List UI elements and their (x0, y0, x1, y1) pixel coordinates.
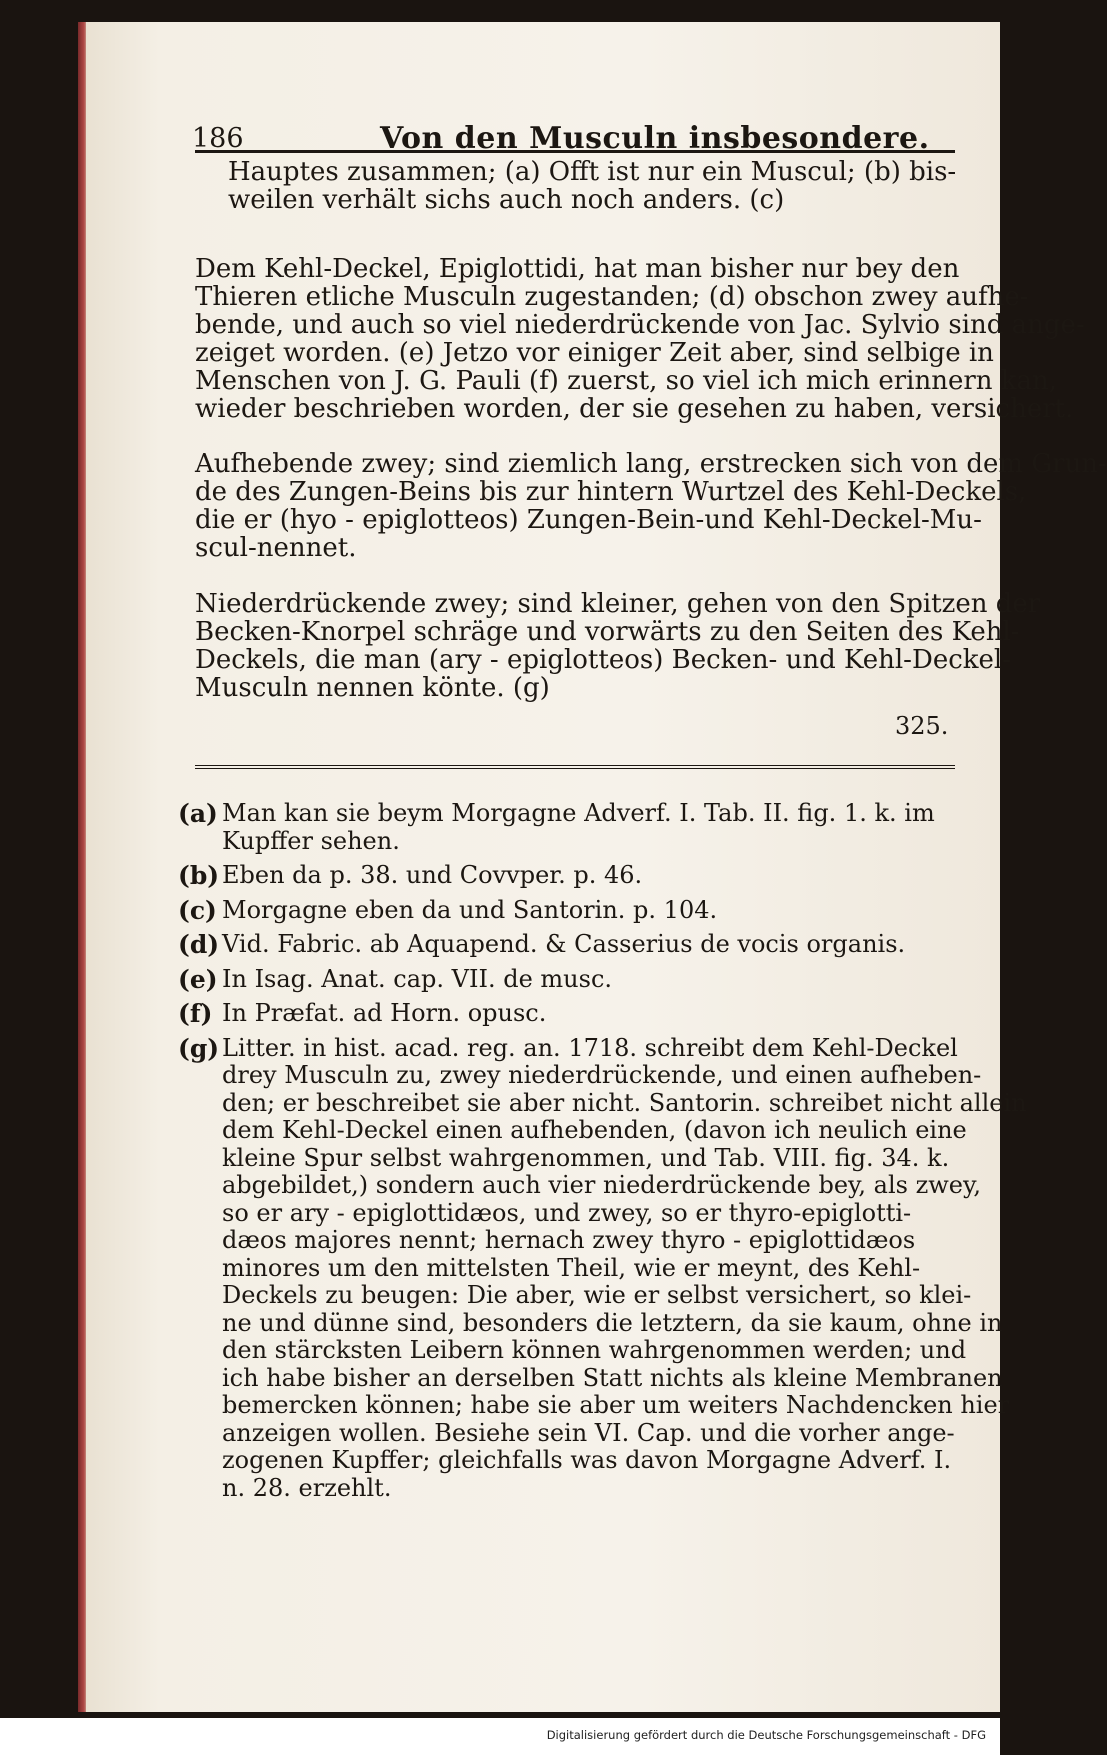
intro-paragraph (195, 158, 955, 214)
footnote (178, 862, 956, 890)
footnote-line: Deckels zu beugen: Die aber, wie er selbst versichert, so klei- (222, 1281, 972, 1309)
text-line: scul-nennet. (195, 533, 357, 563)
text-line: de des Zungen-Beins bis zur hintern Wurtzel des Kehl-Deckels, (195, 477, 1027, 507)
page-header (110, 95, 960, 155)
footnote (178, 1000, 956, 1028)
text-line: die er (hyo - epiglotteos) Zungen-Bein-und Kehl-Deckel-Mu- (195, 505, 982, 535)
footnote-line: so er ary - epiglottidæos, und zwey, so er thyro-epiglotti- (222, 1198, 912, 1227)
footnote-mark: (g) (178, 1033, 220, 1063)
footnote-rule (195, 765, 955, 769)
footnote (178, 1033, 1027, 1503)
footnote-line: In Isag. Anat. cap. VII. de musc. (222, 964, 613, 993)
footer-bar (0, 1718, 1000, 1755)
footnote-line: dæos majores nennt; hernach zwey thyro - epiglottidæos (222, 1226, 916, 1254)
text-line: Becken-Knorpel schräge und vorwärts zu den Seiten des Kehl- (195, 617, 1020, 647)
footnote-mark: (b) (178, 861, 220, 890)
text-line: weilen verhält sichs auch noch anders. (c) (228, 185, 785, 215)
footnote-line: den stärcksten Leibern können wahrgenommen werden; und (222, 1336, 967, 1364)
footnote-line: kleine Spur selbst wahrgenommen, und Tab. VIII. fig. 34. k. (222, 1143, 950, 1172)
footnotes (178, 799, 1027, 1509)
footnote-line: drey Musculn zu, zwey niederdrückende, und einen aufheben- (222, 1061, 982, 1089)
footnote-line: anzeigen wollen. Besiehe sein VI. Cap. und die vorher ange- (222, 1418, 955, 1447)
footnote-line: bemercken können; habe sie aber um weiters Nachdencken hier (222, 1391, 1010, 1419)
running-head: Von den Musculn insbesondere. (380, 121, 930, 156)
text-line: zeiget worden. (e) Jetzo vor einiger Zeit aber, sind selbige in (195, 338, 994, 368)
footnote-line: ne und dünne sind, besonders die letztern, da sie kaum, ohne in (222, 1308, 1003, 1337)
footnote-line: Vid. Fabric. ab Aquapend. & Casserius de vocis organis. (222, 930, 906, 958)
footnote (178, 897, 956, 925)
footnote (178, 966, 956, 994)
footnote-line: den; er beschreibet sie aber nicht. Santorin. schreibet nicht allein (222, 1088, 1027, 1117)
text-line: Hauptes zusammen; (a) Offt ist nur ein Muscul; (b) bis- (228, 157, 957, 187)
main-text (195, 158, 955, 214)
text-line: Niederdrückende zwey; sind kleiner, gehen von den Spitzen der (195, 589, 1041, 619)
footnote-line: Man kan sie beym Morgagne Adverf. I. Tab. II. fig. 1. k. im (222, 799, 935, 827)
footnote-line: ich habe bisher an derselben Statt nichts als kleine Membranen (222, 1363, 1003, 1392)
text-line: wieder beschrieben worden, der sie gesehen zu haben, versichert. (195, 394, 1074, 424)
footnote-line: Eben da p. 38. und Covvper. p. 46. (222, 861, 643, 889)
footnote-line: Kupffer sehen. (222, 826, 400, 855)
footnote-line: abgebildet,) sondern auch vier niederdrückende bey, als zwey, (222, 1171, 981, 1199)
footnote (178, 931, 956, 959)
paragraph-niederdrueckende (195, 589, 1041, 703)
footnote-mark: (a) (178, 799, 218, 828)
footnote-line: n. 28. erzehlt. (222, 1473, 392, 1502)
paragraph-number: 325. (895, 712, 949, 740)
footnote-mark: (d) (178, 930, 220, 959)
footnote-line: Litter. in hist. acad. reg. an. 1718. schreibt dem Kehl-Deckel (222, 1033, 958, 1062)
footnote-line: Morgagne eben da und Santorin. p. 104. (222, 895, 718, 924)
footnote-mark: (e) (178, 964, 218, 994)
paragraph-aufhebende (195, 449, 1107, 563)
text-line: Deckels, die man (ary - epiglotteos) Becken- und Kehl-Deckel- (195, 645, 1012, 675)
footnote-mark: (c) (178, 895, 217, 925)
text-line: bende, und auch so viel niederdrückende von Jac. Sylvio sind ange- (195, 310, 1085, 340)
footnote-line: minores um den mittelsten Theil, wie er meynt, des Kehl- (222, 1253, 921, 1282)
text-line: Musculn nennen könte. (g) (195, 673, 550, 703)
text-line: Dem Kehl-Deckel, Epiglottidi, hat man bisher nur bey den (195, 254, 960, 284)
footnote-mark: (f) (178, 999, 213, 1028)
text-line: Thieren etliche Musculn zugestanden; (d) obschon zwey aufhe- (195, 282, 1029, 312)
header-rule (195, 150, 955, 153)
footnote (178, 800, 956, 855)
footnote-line: In Præfat. ad Horn. opusc. (222, 999, 547, 1027)
text-line: Aufhebende zwey; sind ziemlich lang, erstrecken sich von dem Grun- (195, 449, 1107, 479)
footnote-line: dem Kehl-Deckel einen aufhebenden, (davon ich neulich eine (222, 1116, 967, 1144)
footnote-line: zogenen Kupffer; gleichfalls was davon Morgagne Adverf. I. (222, 1446, 952, 1474)
page-number: 186 (192, 123, 244, 154)
paragraph-epiglottis (195, 254, 1085, 424)
text-line: Menschen von J. G. Pauli (f) zuerst, so viel ich mich erinnern kan, (195, 366, 1058, 396)
digitization-note: Digitalisierung gefördert durch die Deutsche Forschungsgemeinschaft - DFG (546, 1728, 986, 1742)
